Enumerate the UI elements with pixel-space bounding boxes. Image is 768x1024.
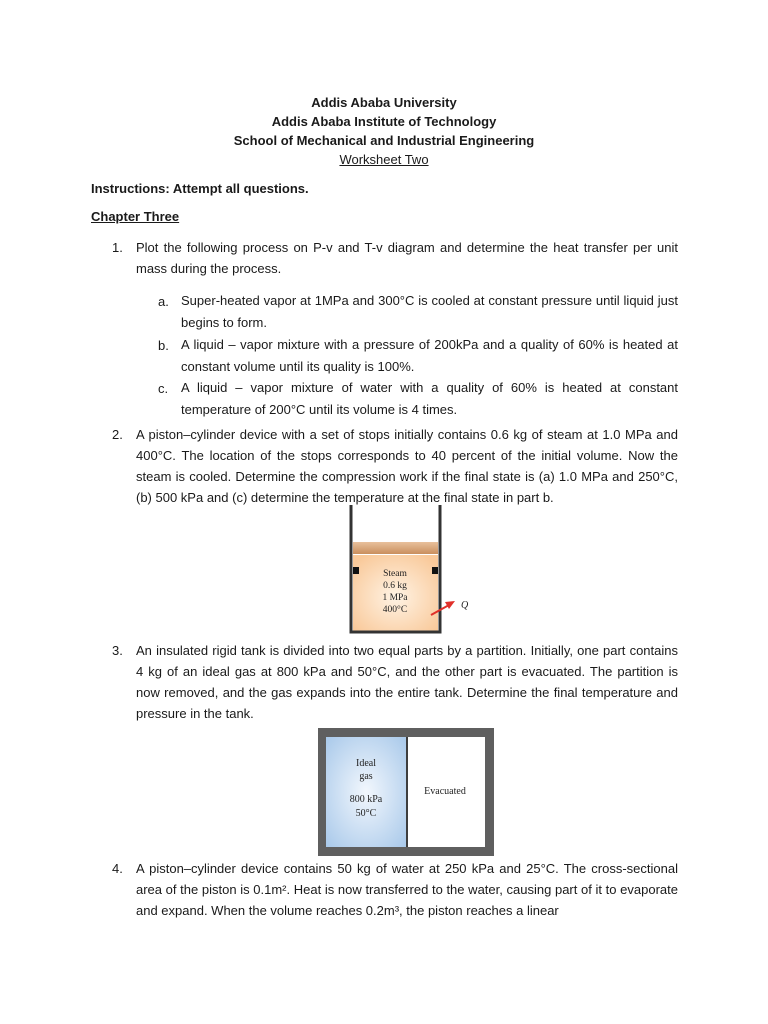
- instructions: Instructions: Attempt all questions.: [91, 181, 309, 196]
- rigid-tank-figure: [318, 728, 496, 858]
- gas-label-2: gas: [359, 771, 373, 782]
- question-3-text: An insulated rigid tank is divided into two equal parts by a partition. Initially, one part contains 4 kg of an ideal gas at 800 kPa and 50°C, and the other part is evacuated. The partition is now removed, and the gas expands into the entire tank. Determine the final temperature and pressure in the tank.: [136, 643, 678, 721]
- gas-region: [326, 737, 406, 847]
- worksheet-title: Worksheet Two: [339, 152, 429, 167]
- question-1c-label: c.: [158, 381, 169, 396]
- heat-arrow-head: [445, 601, 455, 609]
- question-1b-label: b.: [158, 338, 169, 353]
- question-1c-text: A liquid – vapor mixture of water with a quality of 60% is heated at constant temperature of 200°C until its volume is 4 times.: [181, 380, 678, 417]
- stop-right: [432, 567, 438, 574]
- stop-left: [353, 567, 359, 574]
- question-1b-text: A liquid – vapor mixture with a pressure of 200kPa and a quality of 60% is heated at constant volume until its quality is 100%.: [181, 337, 678, 374]
- question-3-number: 3.: [112, 643, 123, 658]
- school-name: School of Mechanical and Industrial Engineering: [233, 133, 535, 148]
- steam-label: Steam: [383, 569, 407, 579]
- heat-label: Q: [461, 600, 469, 611]
- question-1-number: 1.: [112, 240, 123, 255]
- gas-pressure: 800 kPa: [349, 794, 383, 805]
- question-4-text: A piston–cylinder device contains 50 kg of water at 250 kPa and 25°C. The cross-sectional area of the piston is 0.1m². Heat is now transferred to the water, causing part of it to evaporate and expand. When the volume reaches 0.2m³, the piston reaches a linear: [136, 861, 678, 918]
- institute-name: Addis Ababa Institute of Technology: [271, 114, 497, 129]
- steam-temperature: 400°C: [382, 605, 408, 615]
- steam-pressure: 1 MPa: [382, 593, 408, 603]
- piston-cylinder-figure: [345, 505, 475, 637]
- evacuated-label: Evacuated: [424, 786, 466, 797]
- question-1a-text: Super-heated vapor at 1MPa and 300°C is cooled at constant pressure until liquid just begins to form.: [181, 293, 678, 330]
- question-1a-label: a.: [158, 294, 169, 309]
- steam-mass: 0.6 kg: [383, 581, 407, 591]
- question-1-text: Plot the following process on P-v and T-v diagram and determine the heat transfer per unit mass during the process.: [136, 240, 678, 276]
- chapter-heading: Chapter Three: [91, 209, 180, 224]
- question-4-number: 4.: [112, 861, 123, 876]
- piston: [353, 542, 438, 554]
- gas-label: Ideal: [356, 758, 376, 769]
- question-2-text: A piston–cylinder device with a set of stops initially contains 0.6 kg of steam at 1.0 MPa and 400°C. The location of the stops corresponds to 40 percent of the initial volume. Now the steam is cooled. Determine the compression work if the final state is (a) 1.0 MPa and 250°C, (b) 500 kPa and (c) determine the temperature at the final state in part b.: [136, 427, 678, 505]
- question-2-number: 2.: [112, 427, 123, 442]
- university-name: Addis Ababa University: [311, 95, 457, 110]
- gas-temperature: 50°C: [355, 808, 377, 819]
